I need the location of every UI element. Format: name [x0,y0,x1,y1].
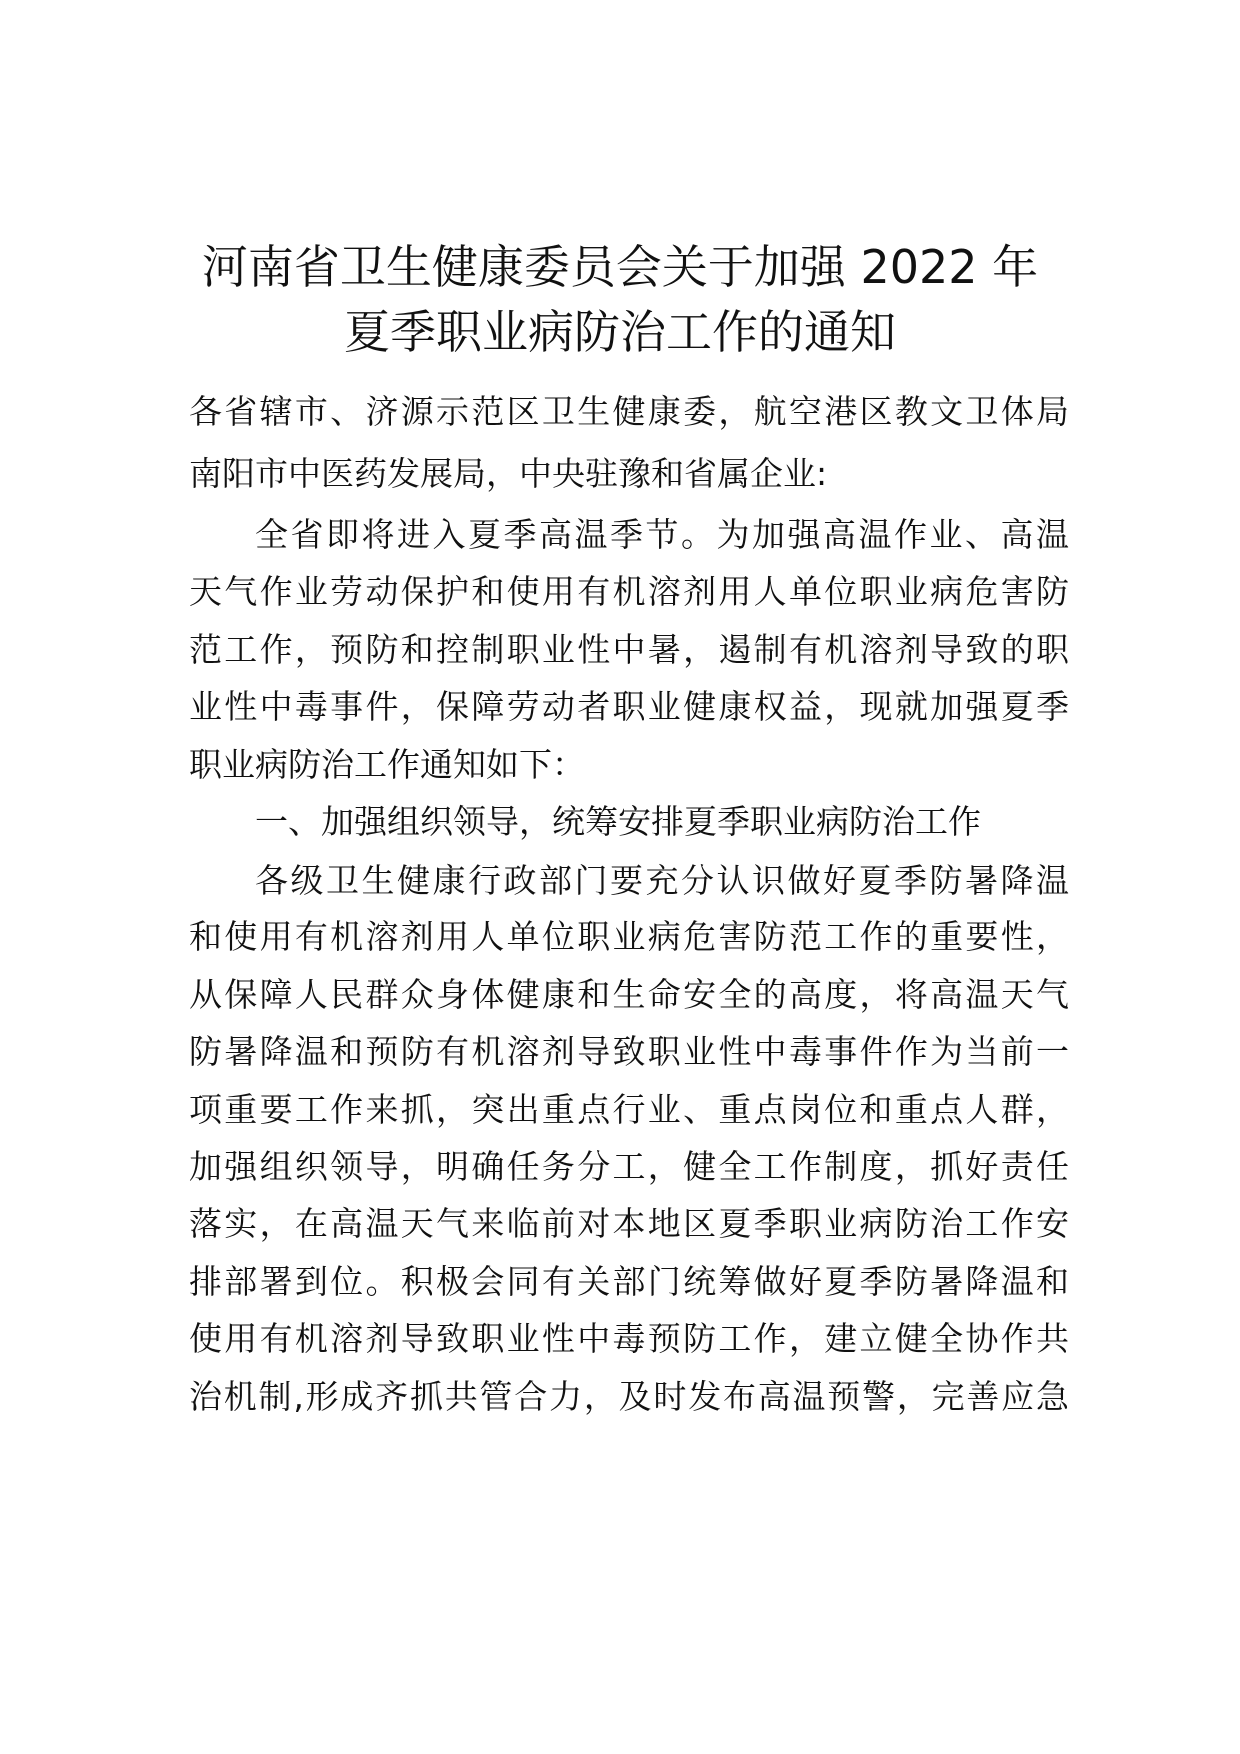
section-paragraph-line: 项重要工作来抓，突出重点行业、重点岗位和重点人群， [189,1090,1069,1129]
intro-paragraph-line: 全省即将进入夏季高温季节。为加强高温作业、高温 [255,515,1069,554]
intro-paragraph-line: 业性中毒事件，保障劳动者职业健康权益，现就加强夏季 [189,687,1069,726]
salutation-line-2: 南阳市中医药发展局，中央驻豫和省属企业: [189,454,828,493]
intro-paragraph-line: 职业病防治工作通知如下： [189,745,585,784]
section-paragraph-line: 各级卫生健康行政部门要充分认识做好夏季防暑降温 [255,861,1069,900]
section-paragraph-line: 治机制,形成齐抓共管合力，及时发布高温预警，完善应急 [189,1377,1069,1416]
document-title-line-2: 夏季职业病防治工作的通知 [344,305,896,359]
document-title-line-1: 河南省卫生健康委员会关于加强 2022 年 [201,240,1039,294]
section-paragraph-line: 加强组织领导，明确任务分工，健全工作制度，抓好责任 [189,1147,1069,1186]
section-paragraph-line: 防暑降温和预防有机溶剂导致职业性中毒事件作为当前一 [189,1032,1069,1071]
section-paragraph-line: 使用有机溶剂导致职业性中毒预防工作，建立健全协作共 [189,1319,1069,1358]
section-paragraph-line: 排部署到位。积极会同有关部门统筹做好夏季防暑降温和 [189,1262,1069,1301]
intro-paragraph-line: 天气作业劳动保护和使用有机溶剂用人单位职业病危害防 [189,572,1069,611]
section-paragraph-line: 从保障人民群众身体健康和生命安全的高度，将高温天气 [189,975,1069,1014]
section-paragraph-line: 落实，在高温天气来临前对本地区夏季职业病防治工作安 [189,1204,1069,1243]
section-heading-1: 一、加强组织领导，统筹安排夏季职业病防治工作 [255,802,981,841]
salutation-line-1: 各省辖市、济源示范区卫生健康委，航空港区教文卫体局 [189,392,1069,431]
section-paragraph-line: 和使用有机溶剂用人单位职业病危害防范工作的重要性， [189,917,1069,956]
intro-paragraph-line: 范工作，预防和控制职业性中暑，遏制有机溶剂导致的职 [189,630,1069,669]
